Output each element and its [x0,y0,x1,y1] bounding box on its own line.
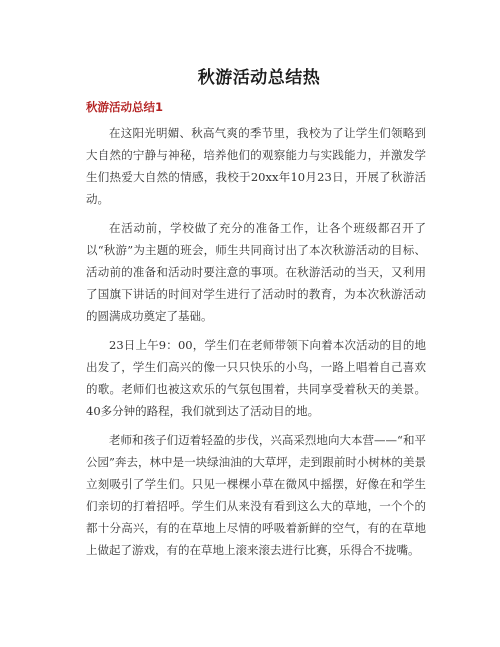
section-heading: 秋游活动总结1 [86,100,164,114]
paragraph-2: 在活动前，学校做了充分的准备工作，让各个班级都召开了以“秋游”为主题的班会，师生共同商讨出了本次秋游活动的目标、活动前的准备和活动时要注意的事项。在秋游活动的当天，又利用了国旗下讲话的时间对学生进行了活动时的教育，为本次秋游活动的圆满成功奠定了基础。 [86,221,426,323]
paragraph-3: 23日上午9：00，学生们在老师带领下向着本次活动的目的地出发了，学生们高兴的像一只只快乐的小鸟，一路上唱着自己喜欢的歌。老师们也被这欢乐的气氛包围着，共同享受着秋天的美景。40多分钟的路程，我们就到达了活动目的地。 [86,338,426,418]
paragraph-4: 老师和孩子们迈着轻盈的步伐，兴高采烈地向大本营——“和平公园”奔去，林中是一块绿油油的大草坪，走到跟前时小树林的美景立刻吸引了学生们。只见一棵棵小草在微风中摇摆，好像在和学生们亲切的打着招呼。学生们从来没有看到这么大的草地，一个个的都十分高兴，有的在草地上尽情的呼吸着新鲜的空气，有的在草地上做起了游戏，有的在草地上滚来滚去进行比赛，乐得合不拢嘴。 [86,433,426,557]
paragraph-1: 在这阳光明媚、秋高气爽的季节里，我校为了让学生们领略到大自然的宁静与神秘，培养他们的观察能力与实践能力，并激发学生们热爱大自然的情感，我校于20xx年10月23日，开展了秋游活动。 [86,126,426,206]
page-title: 秋游活动总结热 [197,68,321,88]
article-body [86,122,426,568]
